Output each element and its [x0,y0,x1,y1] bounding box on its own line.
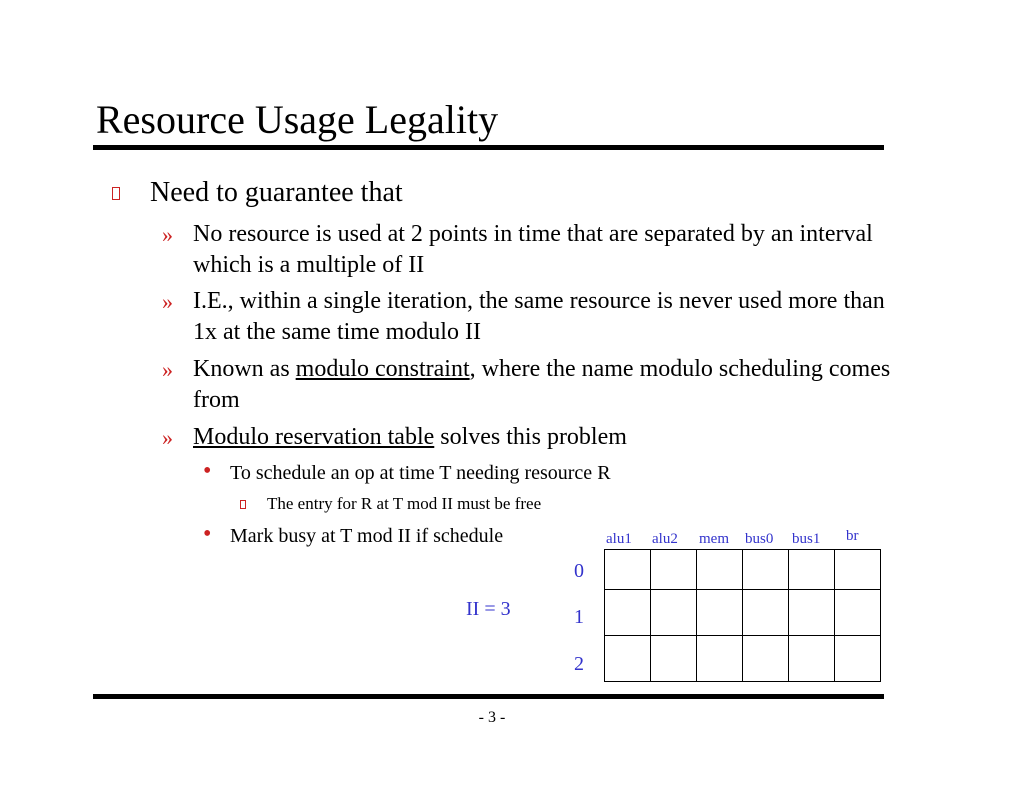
title-underline [93,145,884,150]
dot-bullet-icon: • [203,458,212,484]
row-label-2: 2 [574,653,584,675]
column-header-alu1: alu1 [606,531,632,547]
footer-rule [93,694,884,699]
table-cell [835,636,881,682]
ii-label: II = 3 [466,598,511,620]
square-bullet-small-icon [240,500,246,509]
modulo-reservation-table [604,549,881,682]
level4-bullet-text: The entry for R at T mod II must be free [267,494,542,513]
sub-bullet-3-prefix: Known as [193,356,296,382]
table-cell [743,550,789,590]
table-cell [651,590,697,636]
sub-bullet-1-text: No resource is used at 2 points in time that are separated by an interval which is a multiple of II [193,221,873,278]
table-cell [605,636,651,682]
sub-bullet-4-suffix: solves this problem [434,424,627,450]
table-cell [835,590,881,636]
table-cell [789,590,835,636]
table-cell [789,636,835,682]
row-label-0: 0 [574,560,584,582]
table-cell [835,550,881,590]
sub-bullet-3-suffix: , where the name modulo scheduling comes from [193,356,891,413]
raquo-bullet-icon: » [162,289,173,314]
table-row [605,550,881,590]
table-cell [605,550,651,590]
sub-bullet-2-text: I.E., within a single iteration, the same resource is never used more than 1x at the same time modulo II [193,288,885,345]
sub-bullet-3-text [193,354,893,416]
table-cell [697,590,743,636]
raquo-bullet-icon: » [162,357,173,382]
sub-sub-bullet-b-text: Mark busy at T mod II if schedule [230,525,504,547]
row-label-1: 1 [574,606,584,628]
column-header-alu2: alu2 [652,531,678,547]
table-cell [651,636,697,682]
table-cell [697,550,743,590]
table-cell [743,590,789,636]
table-cell [605,590,651,636]
sub-bullet-4-text [193,422,893,453]
column-header-mem: mem [699,531,729,547]
table-cell [743,636,789,682]
square-bullet-icon [112,187,120,200]
page-number: - 3 - [478,709,506,726]
modulo-reservation-table-term: Modulo reservation table [193,424,435,450]
bullet-main-text: Need to guarantee that [150,177,403,208]
raquo-bullet-icon: » [162,425,173,450]
dot-bullet-icon: • [203,521,212,547]
modulo-constraint-term: modulo constraint [295,356,470,382]
sub-sub-bullet-a-text: To schedule an op at time T needing resource R [230,462,611,484]
table-row [605,636,881,682]
column-header-bus0: bus0 [745,531,774,547]
table-row [605,590,881,636]
raquo-bullet-icon: » [162,222,173,247]
column-header-bus1: bus1 [792,531,821,547]
table-cell [651,550,697,590]
table-cell [789,550,835,590]
slide-title: Resource Usage Legality [96,97,499,142]
column-header-br: br [846,528,859,544]
table-cell [697,636,743,682]
